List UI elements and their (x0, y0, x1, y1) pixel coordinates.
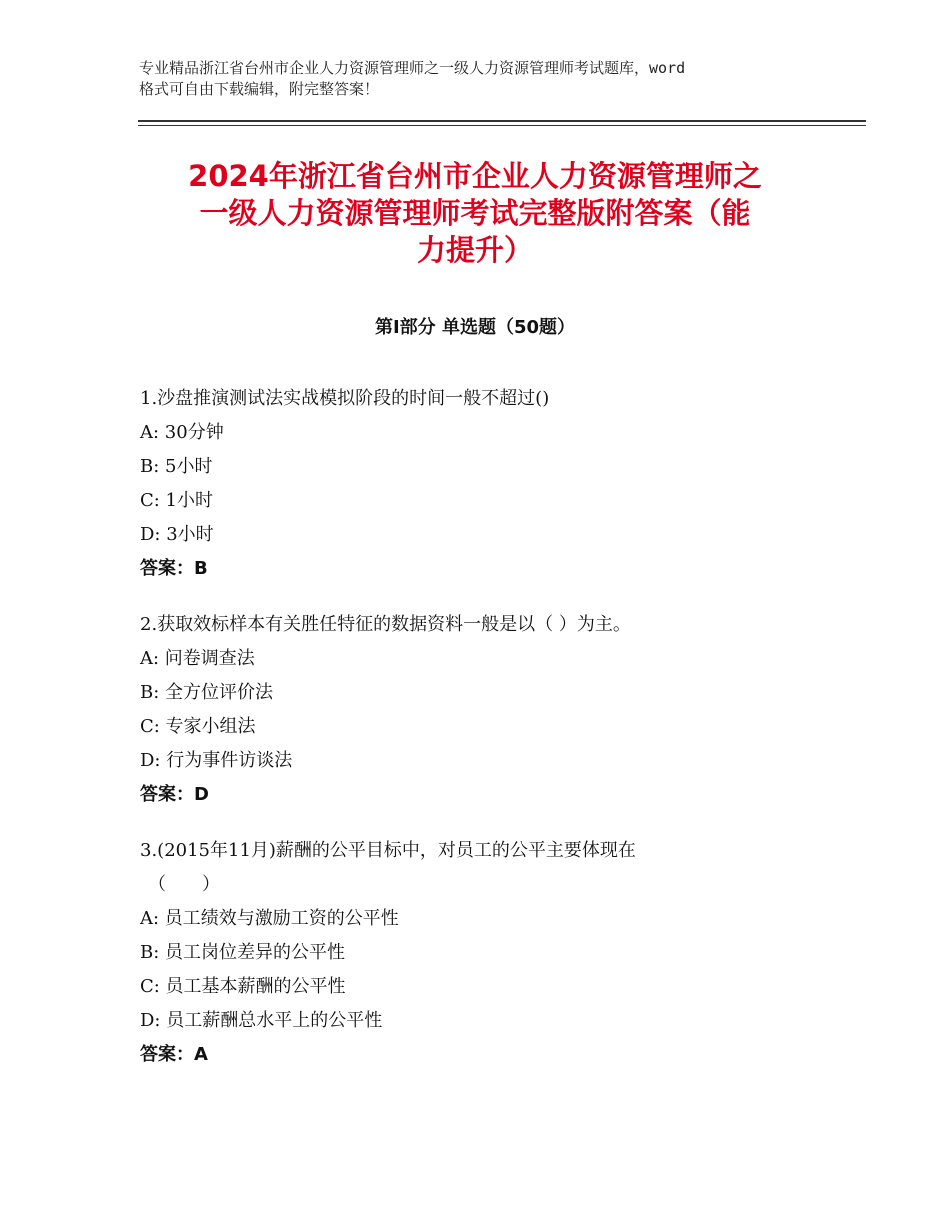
option-b: B: 员工岗位差异的公平性 (140, 942, 346, 963)
header-divider-thick (138, 120, 866, 122)
header-note (139, 58, 829, 100)
question-stem: 3.(2015年11月)薪酬的公平目标中，对员工的公平主要体现在 (140, 840, 636, 861)
question-1 (140, 382, 820, 586)
answer-line: 答案：A (140, 1044, 208, 1065)
document-title-line-1: 2024年浙江省台州市企业人力资源管理师之 (188, 159, 762, 193)
header-note-line-1: 专业精品浙江省台州市企业人力资源管理师之一级人力资源管理师考试题库，word (139, 59, 686, 77)
question-2 (140, 608, 820, 812)
option-d: D: 员工薪酬总水平上的公平性 (140, 1010, 383, 1031)
question-stem: 1.沙盘推演测试法实战模拟阶段的时间一般不超过() (140, 388, 550, 409)
header-divider-thin (138, 125, 866, 126)
option-a: A: 问卷调查法 (140, 648, 255, 669)
section-title: 第Ⅰ部分 单选题（50题） (374, 317, 575, 338)
option-c: C: 1小时 (140, 490, 214, 511)
option-a: A: 员工绩效与激励工资的公平性 (140, 908, 399, 929)
option-c: C: 员工基本薪酬的公平性 (140, 976, 346, 997)
question-list (140, 382, 820, 1094)
option-b: B: 全方位评价法 (140, 682, 274, 703)
answer-line: 答案：B (140, 558, 208, 579)
option-a: A: 30分钟 (140, 422, 224, 443)
question-stem-continuation: （ ） (148, 874, 220, 895)
document-title (140, 158, 810, 269)
document-title-line-2: 一级人力资源管理师考试完整版附答案（能 (199, 196, 751, 230)
question-stem: 2.获取效标样本有关胜任特征的数据资料一般是以（ ）为主。 (140, 614, 631, 635)
option-d: D: 3小时 (140, 524, 214, 545)
document-title-line-3: 力提升） (416, 233, 533, 267)
question-3 (140, 834, 820, 1072)
option-d: D: 行为事件访谈法 (140, 750, 293, 771)
option-b: B: 5小时 (140, 456, 213, 477)
option-c: C: 专家小组法 (140, 716, 256, 737)
answer-line: 答案：D (140, 784, 209, 805)
header-note-line-2: 格式可自由下载编辑，附完整答案！ (139, 80, 380, 98)
